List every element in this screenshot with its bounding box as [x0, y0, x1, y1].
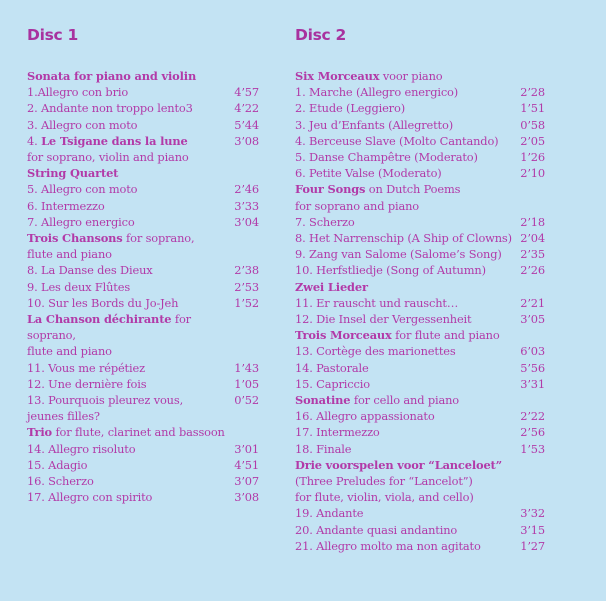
track-row: 10. Sur les Bords du Jo-Jeh 1’52: [27, 295, 259, 310]
work-heading-line: flute and piano: [27, 344, 112, 359]
track-row: 1. Marche (Allegro energico) 2’28: [295, 85, 545, 100]
disc-1-title: Disc 1: [27, 26, 78, 44]
track-row: 11. Vous me répétiez 1’43: [27, 360, 259, 375]
work-heading-line: for flute, violin, viola, and cello): [295, 490, 474, 505]
track-row: 13. Pourquois pleurez vous, jeunes filles? 0’52: [27, 393, 259, 424]
work-heading-line: for soprano and piano: [295, 198, 419, 213]
track-row: 6. Intermezzo 3’33: [27, 198, 259, 213]
track-row: 14. Allegro risoluto 3’01: [27, 441, 259, 456]
track-row: 19. Andante 3’32: [295, 506, 545, 521]
track-row: 6. Petite Valse (Moderato) 2’10: [295, 166, 545, 181]
work-heading: String Quartet: [27, 166, 119, 181]
track-row: 2. Etude (Leggiero) 1’51: [295, 101, 545, 116]
track-row: 7. Scherzo 2’18: [295, 214, 545, 229]
work-heading: Trois Morceaux for flute and piano: [295, 328, 500, 343]
work-heading: Sonata for piano and violin: [27, 69, 197, 83]
track-row: 1.Allegro con brio 4’57: [27, 85, 259, 100]
disc-2-tracklist: [295, 68, 545, 554]
work-heading-line: (Three Preludes for “Lancelot”): [295, 474, 473, 489]
track-row: 12. Die Insel der Vergessenheit 3’05: [295, 312, 545, 327]
track-row: 2. Andante non troppo lento3 4’22: [27, 101, 259, 116]
disc-2-title: Disc 2: [295, 26, 346, 44]
disc-1-tracklist: [27, 68, 259, 505]
work-heading: La Chanson déchirante for: [27, 312, 191, 327]
track-row: 17. Allegro con spirito 3’08: [27, 490, 259, 505]
track-row: 16. Allegro appassionato 2’22: [295, 409, 545, 424]
track-row: 5. Danse Champêtre (Moderato) 1’26: [295, 150, 545, 165]
track-row: 4. Le Tsigane dans la lune 3’08: [27, 133, 259, 148]
work-heading: Six Morceaux voor piano: [295, 69, 443, 83]
track-row: 20. Andante quasi andantino 3’15: [295, 522, 545, 537]
track-row: 14. Pastorale 5’56: [295, 360, 545, 375]
track-row: 15. Adagio 4’51: [27, 457, 259, 472]
track-row: 4. Berceuse Slave (Molto Cantando) 2’05: [295, 133, 545, 148]
track-row: 12. Une dernière fois 1’05: [27, 376, 259, 391]
work-heading: Trois Chansons for soprano,: [27, 231, 195, 246]
track-row: 15. Capriccio 3’31: [295, 376, 545, 391]
track-row: 3. Allegro con moto 5’44: [27, 117, 259, 132]
work-subtitle: for soprano, violin and piano: [27, 150, 189, 165]
track-row: 8. La Danse des Dieux 2’38: [27, 263, 259, 278]
track-row: 16. Scherzo 3’07: [27, 474, 259, 489]
track-row: 21. Allegro molto ma non agitato 1’27: [295, 538, 545, 553]
track-row: 7. Allegro energico 3’04: [27, 214, 259, 229]
work-heading-line: soprano,: [27, 328, 76, 343]
track-row: 10. Herfstliedje (Song of Autumn) 2’26: [295, 263, 545, 278]
work-heading: Zwei Lieder: [295, 279, 368, 294]
track-row: 18. Finale 1’53: [295, 441, 545, 456]
track-row: 9. Zang van Salome (Salome’s Song) 2’35: [295, 247, 545, 262]
work-heading-line: flute and piano: [27, 247, 112, 262]
track-row: 8. Het Narrenschip (A Ship of Clowns) 2’04: [295, 231, 545, 246]
track-row: 13. Cortège des marionettes 6’03: [295, 344, 545, 359]
work-heading: Drie voorspelen voor “Lanceloet”: [295, 457, 503, 472]
work-heading: Sonatine for cello and piano: [295, 393, 460, 408]
track-row: 5. Allegro con moto 2’46: [27, 182, 259, 197]
work-heading: Trio for flute, clarinet and bassoon: [27, 425, 225, 440]
track-row: 11. Er rauscht und rauscht… 2’21: [295, 295, 545, 310]
track-row: 17. Intermezzo 2’56: [295, 425, 545, 440]
work-heading: Four Songs on Dutch Poems: [295, 182, 461, 197]
track-row: 3. Jeu d’Enfants (Allegretto) 0’58: [295, 117, 545, 132]
track-row: 9. Les deux Flûtes 2’53: [27, 279, 259, 294]
